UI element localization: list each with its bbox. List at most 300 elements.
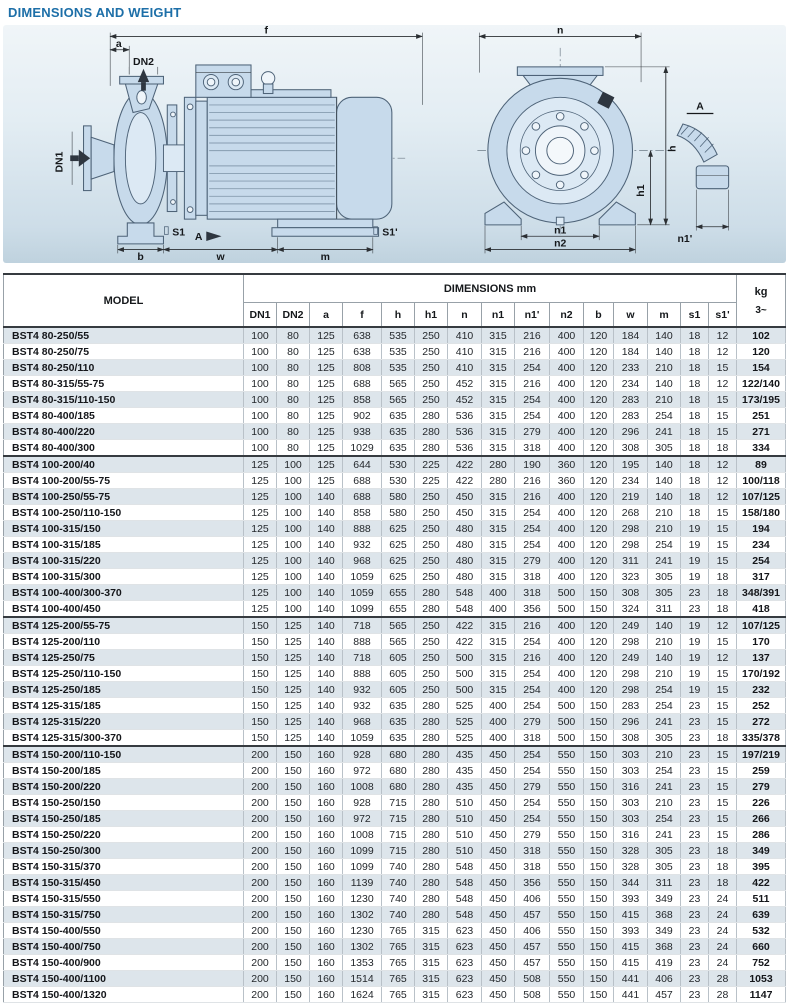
- dimension-cell: 15: [709, 795, 737, 811]
- dimension-cell: 450: [482, 923, 515, 939]
- weight-cell: 511: [737, 891, 786, 907]
- dimension-cell: 150: [277, 875, 310, 891]
- dimension-cell: 400: [550, 666, 584, 682]
- dimension-cell: 315: [482, 392, 515, 408]
- dimension-cell: 548: [448, 601, 482, 618]
- table-row: [4, 682, 786, 698]
- dimension-cell: 765: [382, 939, 415, 955]
- dimension-cell: 500: [550, 714, 584, 730]
- dimension-cell: 548: [448, 585, 482, 601]
- dimension-cell: 100: [277, 553, 310, 569]
- dimension-cell: 550: [550, 763, 584, 779]
- dimension-cell: 80: [277, 440, 310, 457]
- dimension-cell: 550: [550, 859, 584, 875]
- model-cell: BST4 100-200/40: [4, 456, 244, 473]
- weight-cell: 1053: [737, 971, 786, 987]
- dimension-cell: 190: [515, 456, 550, 473]
- dimension-cell: 200: [244, 795, 277, 811]
- dimension-cell: 250: [415, 521, 448, 537]
- dimension-cell: 23: [681, 698, 709, 714]
- weight-column-header: [737, 274, 786, 327]
- weight-cell: 334: [737, 440, 786, 457]
- dimension-cell: 623: [448, 955, 482, 971]
- dimension-cell: 120: [584, 617, 614, 634]
- dimension-cell: 315: [482, 617, 515, 634]
- table-row: [4, 650, 786, 666]
- dimension-cell: 623: [448, 939, 482, 955]
- dimension-cell: 216: [515, 489, 550, 505]
- dimension-cell: 406: [648, 971, 681, 987]
- dimension-cell: 311: [648, 875, 681, 891]
- dimension-cell: 234: [614, 376, 648, 392]
- dimension-cell: 15: [709, 634, 737, 650]
- dimension-cell: 280: [415, 714, 448, 730]
- dimension-cell: 120: [584, 473, 614, 489]
- weight-cell: 107/125: [737, 489, 786, 505]
- dimension-cell: 24: [709, 923, 737, 939]
- dimension-cell: 1059: [343, 569, 382, 585]
- dimension-cell: 160: [310, 779, 343, 795]
- dimension-cell: 400: [550, 376, 584, 392]
- model-cell: BST4 80-400/185: [4, 408, 244, 424]
- dimension-cell: 120: [584, 376, 614, 392]
- dimension-cell: 219: [614, 489, 648, 505]
- model-cell: BST4 125-200/55-75: [4, 617, 244, 634]
- dimension-cell: 23: [681, 939, 709, 955]
- dimension-cell: 635: [382, 408, 415, 424]
- dimension-cell: 160: [310, 811, 343, 827]
- dimension-cell: 125: [244, 537, 277, 553]
- dimension-cell: 150: [277, 923, 310, 939]
- dimension-cell: 858: [343, 505, 382, 521]
- dimension-cell: 100: [277, 489, 310, 505]
- dimension-cell: 150: [584, 875, 614, 891]
- dimension-cell: 140: [648, 473, 681, 489]
- dimension-cell: 200: [244, 891, 277, 907]
- dimension-cell: 125: [244, 489, 277, 505]
- dimension-cell: 550: [550, 955, 584, 971]
- dimension-cell: 635: [382, 730, 415, 747]
- dimension-cell: 315: [415, 955, 448, 971]
- dimension-cell: 311: [648, 601, 681, 618]
- dimension-cell: 318: [515, 585, 550, 601]
- dimension-cell: 450: [482, 811, 515, 827]
- dimension-cell: 19: [681, 553, 709, 569]
- weight-cell: 279: [737, 779, 786, 795]
- dimension-cell: 23: [681, 955, 709, 971]
- dimension-cell: 280: [482, 456, 515, 473]
- dimension-cell: 410: [448, 327, 482, 344]
- dimension-cell: 406: [515, 923, 550, 939]
- dimension-cell: 12: [709, 327, 737, 344]
- dimension-cell: 625: [382, 553, 415, 569]
- dimension-cell: 250: [415, 634, 448, 650]
- dimension-cell: 280: [415, 811, 448, 827]
- dimension-cell: 125: [277, 698, 310, 714]
- dimension-cell: 303: [614, 795, 648, 811]
- dimension-cell: 23: [681, 779, 709, 795]
- dimension-cell: 968: [343, 553, 382, 569]
- dimension-cell: 315: [482, 666, 515, 682]
- dimension-cell: 160: [310, 843, 343, 859]
- dimension-cell: 316: [614, 779, 648, 795]
- dimension-cell: 120: [584, 392, 614, 408]
- dimension-cell: 160: [310, 891, 343, 907]
- dimension-cell: 150: [277, 987, 310, 1003]
- dimension-cell: 140: [648, 376, 681, 392]
- dimension-cell: 500: [550, 601, 584, 618]
- dimension-cell: 858: [343, 392, 382, 408]
- dimension-cell: 125: [310, 440, 343, 457]
- dimension-cell: 150: [584, 891, 614, 907]
- dimension-cell: 765: [382, 971, 415, 987]
- weight-cell: 422: [737, 875, 786, 891]
- dimension-cell: 150: [277, 907, 310, 923]
- weight-cell: 154: [737, 360, 786, 376]
- dimension-cell: 140: [310, 650, 343, 666]
- dimension-cell: 23: [681, 987, 709, 1003]
- dimension-cell: 216: [515, 473, 550, 489]
- model-cell: BST4 150-200/110-150: [4, 746, 244, 763]
- dimension-cell: 250: [415, 376, 448, 392]
- dimension-cell: 480: [448, 553, 482, 569]
- model-cell: BST4 150-250/185: [4, 811, 244, 827]
- model-cell: BST4 100-315/220: [4, 553, 244, 569]
- dimension-cell: 928: [343, 795, 382, 811]
- dimension-cell: 18: [709, 585, 737, 601]
- dimension-cell: 184: [614, 344, 648, 360]
- dim-label-w: w: [216, 252, 225, 261]
- table-row: [4, 440, 786, 457]
- model-cell: BST4 100-315/185: [4, 537, 244, 553]
- dimension-cell: 415: [614, 955, 648, 971]
- dimension-cell: 308: [614, 585, 648, 601]
- dimension-cell: 150: [584, 907, 614, 923]
- dimension-cell: 315: [482, 521, 515, 537]
- dimension-cell: 303: [614, 811, 648, 827]
- dimension-cell: 356: [515, 601, 550, 618]
- col-header-f: f: [343, 303, 382, 328]
- table-row: [4, 746, 786, 763]
- view-direction-label-a: A: [194, 232, 203, 244]
- dimension-cell: 888: [343, 666, 382, 682]
- dimension-cell: 344: [614, 875, 648, 891]
- dimension-cell: 500: [448, 682, 482, 698]
- dimension-cell: 250: [415, 327, 448, 344]
- dimension-cell: 688: [343, 376, 382, 392]
- dimension-cell: 254: [648, 537, 681, 553]
- dimension-cell: 250: [415, 666, 448, 682]
- weight-cell: 251: [737, 408, 786, 424]
- dimension-cell: 323: [614, 569, 648, 585]
- dimension-cell: 250: [415, 505, 448, 521]
- dimension-cell: 550: [550, 875, 584, 891]
- table-row: [4, 585, 786, 601]
- table-row: [4, 811, 786, 827]
- dimension-cell: 15: [709, 763, 737, 779]
- dimension-cell: 480: [448, 569, 482, 585]
- dimension-cell: 644: [343, 456, 382, 473]
- dimension-cell: 15: [709, 537, 737, 553]
- dimension-cell: 623: [448, 971, 482, 987]
- dimension-cell: 125: [244, 473, 277, 489]
- dimension-cell: 120: [584, 537, 614, 553]
- dimension-cell: 15: [709, 682, 737, 698]
- model-cell: BST4 80-250/110: [4, 360, 244, 376]
- dimension-cell: 510: [448, 827, 482, 843]
- dimension-cell: 210: [648, 795, 681, 811]
- dimension-cell: 100: [277, 456, 310, 473]
- dimension-cell: 400: [550, 634, 584, 650]
- dimension-cell: 765: [382, 955, 415, 971]
- dimension-cell: 15: [709, 811, 737, 827]
- dimension-cell: 15: [709, 779, 737, 795]
- dimension-cell: 250: [415, 617, 448, 634]
- dimension-cell: 457: [648, 987, 681, 1003]
- dimension-cell: 250: [415, 650, 448, 666]
- model-cell: BST4 80-250/75: [4, 344, 244, 360]
- dimension-cell: 315: [415, 923, 448, 939]
- dimension-cell: 15: [709, 521, 737, 537]
- dimension-cell: 120: [584, 553, 614, 569]
- model-cell: BST4 125-315/300-370: [4, 730, 244, 747]
- model-cell: BST4 125-315/185: [4, 698, 244, 714]
- dimension-cell: 200: [244, 971, 277, 987]
- dim-label-n1: n1: [554, 225, 567, 237]
- col-header-w: w: [614, 303, 648, 328]
- dimension-cell: 638: [343, 327, 382, 344]
- dimension-cell: 150: [244, 617, 277, 634]
- dimension-cell: 125: [244, 569, 277, 585]
- dimension-cell: 150: [584, 763, 614, 779]
- dimension-cell: 150: [584, 811, 614, 827]
- dimension-cell: 100: [244, 344, 277, 360]
- model-cell: BST4 125-200/110: [4, 634, 244, 650]
- table-row: [4, 392, 786, 408]
- dimension-cell: 150: [277, 827, 310, 843]
- dimension-cell: 450: [482, 827, 515, 843]
- dimension-cell: 298: [614, 666, 648, 682]
- dimension-cell: 415: [614, 907, 648, 923]
- model-cell: BST4 150-400/900: [4, 955, 244, 971]
- dim-label-n2: n2: [554, 238, 567, 250]
- dimension-cell: 160: [310, 859, 343, 875]
- dimension-cell: 24: [709, 939, 737, 955]
- dimension-cell: 972: [343, 763, 382, 779]
- dimension-cell: 315: [482, 360, 515, 376]
- dimension-cell: 279: [515, 779, 550, 795]
- dimension-cell: 150: [277, 955, 310, 971]
- dimension-cell: 548: [448, 875, 482, 891]
- dimension-cell: 125: [244, 601, 277, 618]
- dimension-cell: 150: [584, 601, 614, 618]
- dimension-cell: 435: [448, 763, 482, 779]
- dimension-cell: 15: [709, 746, 737, 763]
- dimension-cell: 280: [415, 424, 448, 440]
- dimension-cell: 510: [448, 811, 482, 827]
- dimension-cell: 536: [448, 408, 482, 424]
- dimension-cell: 200: [244, 746, 277, 763]
- table-row: [4, 537, 786, 553]
- dimension-cell: 200: [244, 987, 277, 1003]
- dimension-cell: 15: [709, 360, 737, 376]
- dimension-cell: 1029: [343, 440, 382, 457]
- dimension-cell: 18: [709, 843, 737, 859]
- dimension-cell: 315: [482, 505, 515, 521]
- dimension-cell: 23: [681, 585, 709, 601]
- dimension-cell: 550: [550, 827, 584, 843]
- dimension-cell: 550: [550, 907, 584, 923]
- dimension-cell: 23: [681, 859, 709, 875]
- dimension-cell: 250: [415, 569, 448, 585]
- dimension-cell: 400: [550, 682, 584, 698]
- dimension-cell: 140: [310, 553, 343, 569]
- weight-cell: 348/391: [737, 585, 786, 601]
- dimension-cell: 140: [310, 698, 343, 714]
- weight-cell: 232: [737, 682, 786, 698]
- dimension-cell: 140: [310, 601, 343, 618]
- dimension-cell: 200: [244, 859, 277, 875]
- dimensions-weight-table: [3, 273, 786, 1003]
- dimension-cell: 368: [648, 939, 681, 955]
- dimension-cell: 100: [277, 521, 310, 537]
- model-cell: BST4 125-250/185: [4, 682, 244, 698]
- dimension-cell: 565: [382, 392, 415, 408]
- dimension-cell: 655: [382, 601, 415, 618]
- dimension-cell: 450: [482, 779, 515, 795]
- dimension-cell: 80: [277, 408, 310, 424]
- dimension-cell: 100: [244, 376, 277, 392]
- dimension-cell: 315: [482, 327, 515, 344]
- dimension-cell: 18: [709, 601, 737, 618]
- table-row: [4, 891, 786, 907]
- dimension-cell: 150: [584, 843, 614, 859]
- table-row: [4, 859, 786, 875]
- detail-a-label: A: [696, 101, 704, 113]
- dimension-cell: 550: [550, 811, 584, 827]
- dimension-cell: 298: [614, 682, 648, 698]
- dimension-cell: 125: [310, 327, 343, 344]
- dimension-cell: 457: [515, 907, 550, 923]
- dimension-cell: 24: [709, 955, 737, 971]
- dimension-cell: 23: [681, 971, 709, 987]
- dimension-cell: 715: [382, 811, 415, 827]
- dimension-cell: 150: [244, 682, 277, 698]
- table-row: [4, 408, 786, 424]
- dimension-cell: 150: [244, 650, 277, 666]
- weight-cell: 234: [737, 537, 786, 553]
- dimension-cell: 280: [415, 440, 448, 457]
- dimension-cell: 120: [584, 360, 614, 376]
- dimension-cell: 15: [709, 408, 737, 424]
- dimension-cell: 303: [614, 746, 648, 763]
- model-cell: BST4 150-200/220: [4, 779, 244, 795]
- dimension-cell: 280: [415, 875, 448, 891]
- dim-label-s1p: S1': [382, 227, 398, 239]
- dimension-cell: 254: [515, 505, 550, 521]
- dimension-cell: 318: [515, 440, 550, 457]
- dimension-cell: 200: [244, 939, 277, 955]
- col-header-s1: s1: [681, 303, 709, 328]
- technical-drawing-panel: [3, 25, 786, 263]
- dimension-cell: 480: [448, 521, 482, 537]
- dimension-cell: 635: [382, 424, 415, 440]
- dimension-cell: 315: [415, 987, 448, 1003]
- dimension-cell: 100: [277, 601, 310, 618]
- table-row: [4, 601, 786, 618]
- dimension-cell: 315: [482, 408, 515, 424]
- table-row: [4, 875, 786, 891]
- dimension-cell: 125: [277, 617, 310, 634]
- dimension-cell: 400: [550, 505, 584, 521]
- col-header-DN2: DN2: [277, 303, 310, 328]
- model-cell: BST4 100-200/55-75: [4, 473, 244, 489]
- dimension-cell: 19: [681, 666, 709, 682]
- table-row: [4, 730, 786, 747]
- table-row: [4, 327, 786, 344]
- dimension-cell: 254: [648, 682, 681, 698]
- dimension-cell: 450: [482, 987, 515, 1003]
- model-cell: BST4 150-400/1100: [4, 971, 244, 987]
- table-row: [4, 473, 786, 489]
- dimension-cell: 18: [681, 344, 709, 360]
- dimension-cell: 140: [310, 634, 343, 650]
- dimension-cell: 125: [244, 585, 277, 601]
- dimension-cell: 422: [448, 634, 482, 650]
- dimension-cell: 740: [382, 907, 415, 923]
- col-header-n: n: [448, 303, 482, 328]
- dimension-cell: 125: [244, 521, 277, 537]
- dimension-cell: 740: [382, 891, 415, 907]
- dimension-cell: 200: [244, 763, 277, 779]
- model-cell: BST4 150-200/185: [4, 763, 244, 779]
- dimension-cell: 125: [277, 714, 310, 730]
- dimension-cell: 688: [343, 473, 382, 489]
- dimension-cell: 280: [415, 408, 448, 424]
- dimension-cell: 15: [709, 714, 737, 730]
- dimension-cell: 140: [310, 521, 343, 537]
- dimension-cell: 254: [515, 698, 550, 714]
- dimension-cell: 12: [709, 473, 737, 489]
- dimension-cell: 605: [382, 666, 415, 682]
- dimension-cell: 400: [550, 521, 584, 537]
- dimension-cell: 400: [550, 650, 584, 666]
- table-row: [4, 955, 786, 971]
- dimension-cell: 160: [310, 763, 343, 779]
- dimension-cell: 315: [482, 553, 515, 569]
- dimension-cell: 928: [343, 746, 382, 763]
- weight-cell: 120: [737, 344, 786, 360]
- dimension-cell: 250: [415, 682, 448, 698]
- dimension-cell: 450: [482, 891, 515, 907]
- dimension-cell: 225: [415, 456, 448, 473]
- dimension-cell: 550: [550, 891, 584, 907]
- dimension-cell: 888: [343, 634, 382, 650]
- dimension-cell: 550: [550, 779, 584, 795]
- view-direction-arrow-icon: [206, 232, 221, 242]
- dimension-cell: 280: [415, 601, 448, 618]
- model-cell: BST4 150-315/370: [4, 859, 244, 875]
- weight-cell: 266: [737, 811, 786, 827]
- dimension-cell: 530: [382, 456, 415, 473]
- dimension-cell: 125: [277, 634, 310, 650]
- model-cell: BST4 150-315/450: [4, 875, 244, 891]
- dimension-cell: 902: [343, 408, 382, 424]
- dimension-cell: 623: [448, 923, 482, 939]
- dimension-cell: 740: [382, 859, 415, 875]
- col-header-b: b: [584, 303, 614, 328]
- dimension-cell: 536: [448, 424, 482, 440]
